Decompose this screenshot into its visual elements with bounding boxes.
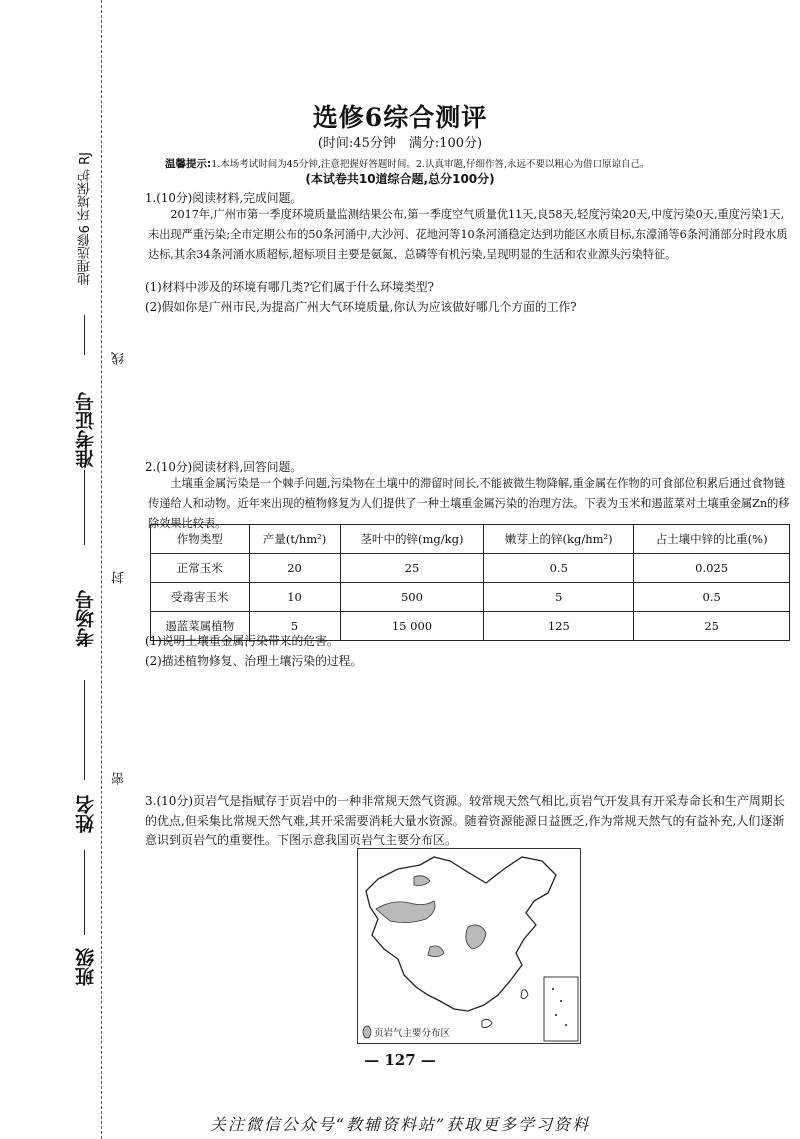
- table-row: [151, 554, 790, 583]
- q2-stem: 2.(10分)阅读材料,回答问题。: [145, 460, 303, 474]
- china-map-icon: [358, 849, 580, 1043]
- tips: [165, 156, 649, 171]
- q1-sub1: (1)材料中涉及的环境有哪几类?它们属于什么环境类型?: [145, 280, 434, 294]
- table-cell: 受毒害玉米: [151, 583, 250, 612]
- q2-material: 土壤重金属污染是一个棘手问题,污染物在土壤中的滞留时间长,不能被微生物降解,重金属在作物的可食部位积累后通过食物链传递给人和动物。近年来出现的植物修复为人们提供了一种土壤重金属污染的治理方法。下表为玉米和遏蓝菜对土壤重金属Zn的移除效果比较表。: [148, 477, 790, 530]
- room-field-rule[interactable]: [84, 680, 85, 780]
- table-header: 产量(t/hm²): [249, 525, 340, 554]
- shale-gas-map: [357, 848, 581, 1044]
- seal-feng-mark: 封: [112, 571, 127, 584]
- id-field-rule-2[interactable]: [84, 470, 85, 545]
- id-label: 准考证号: [75, 392, 97, 468]
- page-title: 选修6综合测评: [312, 103, 488, 132]
- name-label: 姓名: [75, 795, 97, 833]
- tips-text: 1.本场考试时间为45分钟,注意把握好答题时间。2.认真审题,仔细作答,永远不要以粗心为借口原谅自己。: [211, 159, 650, 170]
- q2-sub1: (1)说明土壤重金属污染带来的危害。: [145, 634, 339, 648]
- table-cell: 0.025: [634, 554, 790, 583]
- exam-notice: (本试卷共10道综合题,总分100分): [305, 172, 495, 186]
- table-cell: 5: [249, 612, 340, 641]
- table-row: [151, 583, 790, 612]
- table-header-row: [151, 525, 790, 554]
- table-header: 作物类型: [151, 525, 250, 554]
- table-cell: 500: [340, 583, 484, 612]
- tips-label: 温馨提示:: [165, 158, 212, 170]
- map-legend-label: 页岩气主要分布区: [374, 1028, 451, 1039]
- book-label: 地理选修6 环境保护 RJ: [78, 152, 93, 286]
- zinc-removal-table: [150, 524, 790, 641]
- table-cell: 20: [249, 554, 340, 583]
- name-field-rule[interactable]: [84, 850, 85, 935]
- seal-mi-mark: 密: [112, 772, 127, 785]
- class-label: 班级: [75, 948, 97, 986]
- table-cell: 0.5: [634, 583, 790, 612]
- table-header: 嫩芽上的锌(kg/hm²): [484, 525, 634, 554]
- table-cell: 25: [340, 554, 484, 583]
- page-number: — 127 —: [364, 1051, 436, 1069]
- table-cell: 0.5: [484, 554, 634, 583]
- q1-stem: 1.(10分)阅读材料,完成问题。: [145, 191, 303, 205]
- q2-sub2: (2)描述植物修复、治理土壤污染的过程。: [145, 654, 363, 668]
- table-cell: 5: [484, 583, 634, 612]
- q1-sub2: (2)假如你是广州市民,为提高广州大气环境质量,你认为应该做好哪几个方面的工作?: [145, 300, 577, 314]
- exam-time: (时间:45分钟 满分:100分): [317, 136, 483, 151]
- table-cell: 遏蓝菜属植物: [151, 612, 250, 641]
- table-cell: 正常玉米: [151, 554, 250, 583]
- table-header: 占土壤中锌的比重(%): [634, 525, 790, 554]
- table-cell: 10: [249, 583, 340, 612]
- table-cell: 15 000: [340, 612, 484, 641]
- footer-note: 关注微信公众号“教辅资料站”获取更多学习资料: [209, 1115, 591, 1134]
- q1-material: 2017年,广州市第一季度环境质量监测结果公布,第一季度空气质量优11天,良58天,轻度污染20天,中度污染0天,重度污染1天,未出现严重污染;全市定期公布的50条河涌中,大沙河、花地河等10条河涌稳定达到功能区水质目标,东濠涌等6条河涌部分时段水质达标,其余34条河涌水质超标,超标项目主要是氨氮、总磷等有机污染,呈现明显的生活和农业源头污染特征。: [148, 208, 788, 261]
- q3-material: [145, 792, 795, 851]
- seal-line-mark: 线: [112, 352, 127, 365]
- room-label: 考场号: [75, 590, 97, 647]
- table-cell: 25: [634, 612, 790, 641]
- q3-text: 页岩气是指赋存于页岩中的一种非常规天然气资源。较常规天然气相比,页岩气开发具有开采寿命长和生产周期长的优点,但采集比常规天然气难,其开采需要消耗大量水资源。随着资源能源日益匮乏,作为常规天然气的有益补充,人们逐渐意识到页岩气的重要性。下图示意我国页岩气主要分布区。: [145, 794, 785, 847]
- table-cell: 125: [484, 612, 634, 641]
- q3-stem-prefix: 3.(10分): [145, 794, 194, 808]
- table-header: 茎叶中的锌(mg/kg): [340, 525, 484, 554]
- id-field-rule[interactable]: [84, 315, 85, 355]
